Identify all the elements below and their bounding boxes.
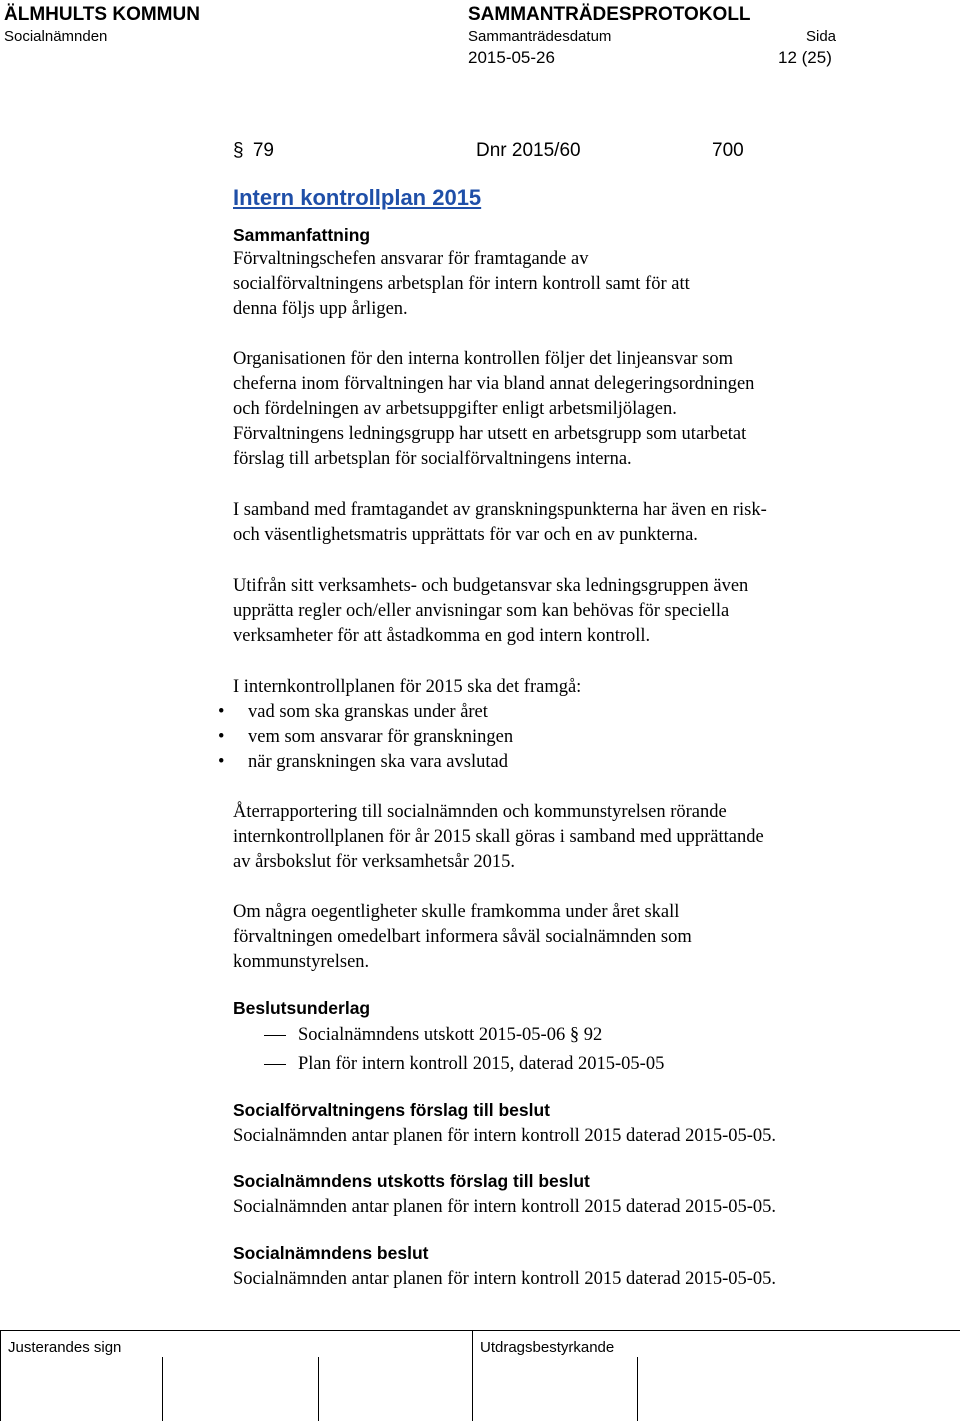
divider	[0, 1331, 1, 1421]
extract-label: Utdragsbestyrkande	[480, 1339, 615, 1356]
text-line: I internkontrollplanen för 2015 ska det framgå:	[233, 677, 582, 697]
text-line: och väsentlighetsmatris upprättats för var och en av punkterna.	[233, 525, 698, 545]
decision-text: Socialnämnden antar planen för intern kontroll 2015 daterad 2015-05-05.	[233, 1269, 777, 1289]
meeting-date-label: Sammanträdesdatum	[468, 28, 612, 45]
section-sign: §	[569, 1025, 580, 1045]
list-item: • vem som ansvarar för granskningen	[216, 725, 513, 750]
bullet-glyph: •	[218, 702, 225, 722]
case-code: 700	[712, 140, 744, 161]
list-item: Socialnämndens utskott 2015-05-06 § 92	[264, 1021, 664, 1050]
dash-glyph	[264, 1035, 286, 1036]
item-number: 79	[252, 140, 274, 161]
signature-divider	[162, 1357, 163, 1421]
text-line: kommunstyrelsen.	[233, 952, 370, 972]
sign-label: Justerandes sign	[8, 1339, 122, 1356]
text-line: upprätta regler och/eller anvisningar som kan behövas för speciella	[233, 601, 730, 621]
text-line: förslag till arbetsplan för socialförvaltningens interna.	[233, 449, 632, 469]
proposal-committee-text: Socialnämnden antar planen för intern kontroll 2015 daterad 2015-05-05.	[233, 1197, 777, 1217]
summary-paragraph-7	[233, 900, 933, 975]
list-item: Plan för intern kontroll 2015, daterad 2015-05-05	[264, 1050, 664, 1079]
summary-paragraph-5	[233, 675, 933, 700]
proposal-admin-text: Socialnämnden antar planen för intern kontroll 2015 daterad 2015-05-05.	[233, 1126, 777, 1146]
proposal-committee-heading: Socialnämndens utskotts förslag till beslut	[233, 1171, 590, 1191]
decision-heading: Socialnämndens beslut	[233, 1243, 429, 1263]
text-line: internkontrollplanen för år 2015 skall göras i samband med upprättande	[233, 827, 764, 847]
signature-divider	[472, 1331, 473, 1421]
text-line: Förvaltningens ledningsgrupp har utsett en arbetsgrupp som utarbetat	[233, 424, 747, 444]
proposal-admin-heading: Socialförvaltningens förslag till beslut	[233, 1100, 550, 1120]
bullet-glyph: •	[218, 752, 225, 772]
text-line: Utifrån sitt verksamhets- och budgetansvar ska ledningsgruppen även	[233, 576, 749, 596]
case-number: Dnr 2015/60	[476, 140, 581, 161]
document-type: SAMMANTRÄDESPROTOKOLL	[468, 4, 751, 25]
text-line: förvaltningen omedelbart informera såväl socialnämnden som	[233, 927, 692, 947]
text-line: I samband med framtagandet av granskningspunkterna har även en risk-	[233, 500, 767, 520]
bullet-glyph: •	[218, 727, 225, 747]
dash-glyph	[264, 1064, 286, 1065]
text-line: Återrapportering till socialnämnden och kommunstyrelsen rörande	[233, 802, 727, 822]
signature-footer	[0, 1330, 960, 1421]
summary-heading: Sammanfattning	[233, 225, 371, 245]
committee-name: Socialnämnden	[4, 28, 108, 45]
signature-divider	[637, 1357, 638, 1421]
municipality-name: ÄLMHULTS KOMMUN	[4, 4, 200, 25]
summary-paragraph-6	[233, 800, 933, 875]
item-title: Intern kontrollplan 2015	[233, 185, 482, 210]
item-line	[233, 140, 274, 162]
signature-divider	[318, 1357, 319, 1421]
text-line: cheferna inom förvaltningen har via bland annat delegeringsordningen	[233, 374, 755, 394]
summary-paragraph-2	[233, 347, 933, 472]
list-item: • vad som ska granskas under året	[216, 700, 513, 725]
text-line: socialförvaltningens arbetsplan för intern kontroll samt för att	[233, 274, 690, 294]
text-line: verksamheter för att åstadkomma en god intern kontroll.	[233, 626, 651, 646]
page-number: 12 (25)	[778, 48, 832, 67]
meeting-date: 2015-05-26	[468, 48, 555, 67]
text-line: av årsbokslut för verksamhetsår 2015.	[233, 852, 516, 872]
text-line: Förvaltningschefen ansvarar för framtagande av	[233, 249, 589, 269]
text-line: Organisationen för den interna kontrollen följer det linjeansvar som	[233, 349, 734, 369]
summary-paragraph-4	[233, 574, 933, 649]
bullet-list	[216, 700, 513, 775]
text-line: och fördelningen av arbetsuppgifter enligt arbetsmiljölagen.	[233, 399, 677, 419]
page-label: Sida	[806, 28, 837, 45]
summary-paragraph-3	[233, 498, 933, 548]
section-sign: §	[233, 140, 244, 161]
list-item: • när granskningen ska vara avslutad	[216, 750, 513, 775]
text-line: denna följs upp årligen.	[233, 299, 408, 319]
basis-heading: Beslutsunderlag	[233, 998, 371, 1018]
text-line: Om några oegentligheter skulle framkomma under året skall	[233, 902, 680, 922]
basis-list	[264, 1021, 664, 1079]
summary-paragraph-1	[233, 247, 933, 322]
